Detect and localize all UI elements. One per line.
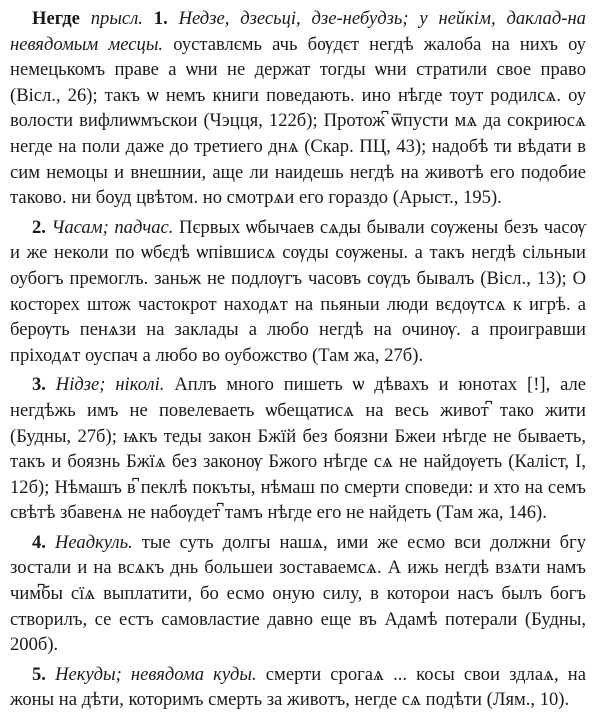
sense-number: 3. — [32, 374, 46, 396]
sense-gloss: Недзе, дзесьці, дзе-небудзь; у нейкім, даклад-на невядомым месцы. — [10, 8, 586, 55]
sense-citations: оуставлємь ачь бѹдєт негдѣ жалоба на нихъ оу немецькомъ праве а ѡни не держат тогды ѡни стратили свое право (Вісл., 26); такъ ѡ немъ книги поведають. ино нѣгде тоут родилсѧ. оу волости вифлиѡмъскои (Чэцця, 122б); Протож͆ ѿпусти мѧ да сокриюсѧ негде на поли даже до третиего днѧ (Скар. ПЦ, 43); надобѣ ти вѣдати в сим немоцы и внешнии, аще ли наидешь негдѣ на животѣ его подобие таково. ни боуд цвѣтом. но смотрѧи его гораздо (Арыст., 195). — [10, 33, 586, 209]
part-of-speech: прысл. — [90, 8, 143, 29]
sense-1 — [10, 6, 586, 211]
sense-number: 1. — [153, 8, 168, 29]
sense-2 — [10, 215, 586, 369]
sense-gloss: Часам; падчас. — [51, 216, 174, 238]
sense-citations: тые суть долгы нашѧ, ими же есмо вси должни бгу зостали и на всѧкъ днь большеи зоставаемсѧ. А ижь негдѣ взѧти намъ чим͆бы сїѧ выплатити, бо есмо оную силу, в которои насъ былъ богъ створилъ, се естъ самовластие давно еще въ Адамѣ потерали (Будны, 200б). — [10, 531, 587, 656]
sense-citations: смерти срогаѧ ... косы свои здлаѧ, на жоны на дѣти, которимъ смерть за животъ, негде сѧ подѣти (Лям., 10). — [10, 663, 587, 711]
headword: Негде — [32, 8, 80, 29]
sense-number: 4. — [32, 531, 46, 553]
sense-number: 2. — [32, 216, 46, 238]
sense-gloss: Некуды; невядома куды. — [55, 663, 257, 685]
sense-3 — [10, 372, 586, 526]
sense-number: 5. — [32, 663, 46, 685]
sense-5 — [10, 662, 586, 713]
sense-citations: Аплъ много пишеть ѡ дѣвахъ и юнотах [!], але негдѣжь имъ не повелеваеть ѡбещатисѧ на весь живот͆ тако жити (Будны, 27б); ѩкъ теды закон Бжїй без боязни Бжеи нѣгде не бываеть, такъ и боязнь Бжїѧ без законѹ Бжого нѣгде сѧ не найдѹеть (Каліст, I, 12б); Нѣмашъ в͆ пеклѣ покъты, нѣмаш по смерти споведи: и хто на семъ свѣтѣ збавенѧ не набѹдет͆ тамъ нѣгде его не найдеть (Там жа, 146). — [10, 374, 587, 524]
sense-citations: Пєрвых ѡбычаев сѧды бывали сѹжены безъ часѹ и же неколи по ѡбєдѣ ѡпівшисѧ сѹды сѹжены. а такъ негдѣ сільныи оубогъ премоглъ. заньж не подлѹгъ часовъ сѹдъ бывалъ (Вісл., 13); О косторех штож частокрот находѧт на пьяныи люди вєдѹтсѧ к игрѣ. а берѹть пенѧзи на заклады а любо негдѣ на очинѹ. а проигравши пріходѧт оуспач а любо во оубожство (Там жа, 27б). — [10, 216, 586, 366]
sense-gloss: Неадкуль. — [54, 531, 133, 553]
sense-gloss: Нідзе; ніколі. — [55, 374, 165, 396]
sense-4 — [10, 530, 586, 658]
